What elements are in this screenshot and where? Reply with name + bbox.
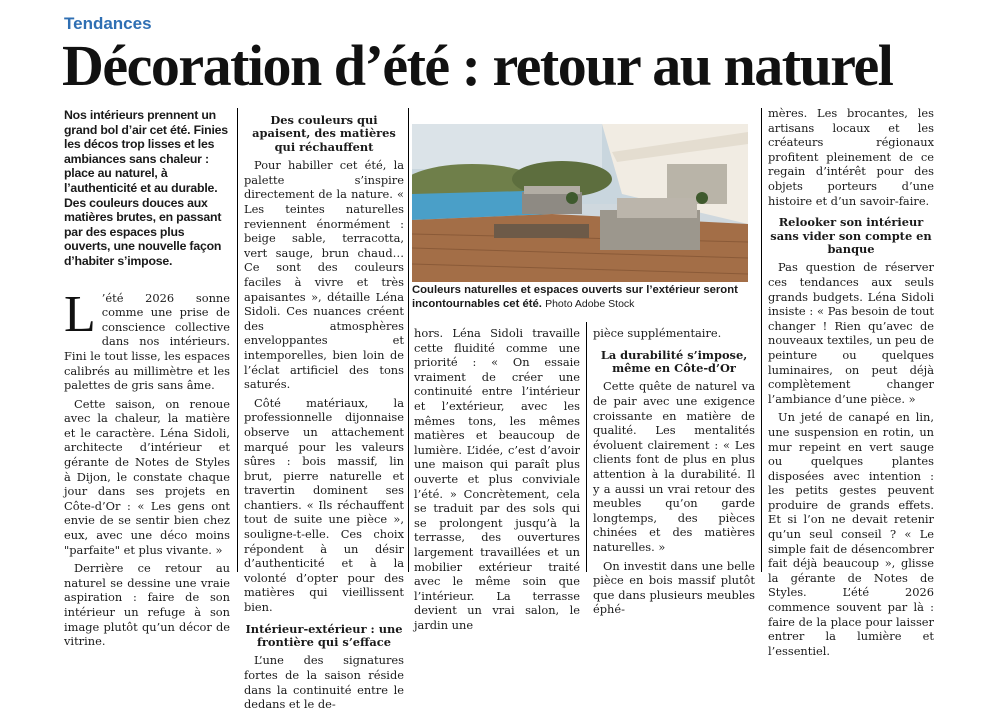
column-2 [244, 108, 404, 716]
column-1 [64, 108, 230, 653]
photo-credit: Photo Adobe Stock [545, 297, 635, 310]
drop-cap: L [64, 285, 96, 343]
subheading: La durabilité s’impose, même en Côte-d’Or [600, 347, 748, 375]
subheading: Des couleurs qui apaisent, des matières qui réchauffent [252, 113, 396, 154]
column-rule [761, 108, 762, 572]
paragraph: mères. Les brocantes, les artisans locaux et les créateurs régionaux profitent pleinement de ce regain d’intérêt pour des objets porteurs d’une histoire et d’un savoir-faire. [768, 106, 934, 208]
paragraph: Derrière ce retour au naturel se dessine une vraie aspiration : faire de son intérieur un refuge à son image plutôt qu’un décor de vitrine. [64, 561, 230, 649]
photo-caption [412, 284, 748, 311]
subheading: Intérieur-extérieur : une frontière qui s’efface [245, 621, 403, 650]
column-5 [768, 106, 934, 662]
column-3 [414, 326, 580, 636]
paragraph-text: ’été 2026 sonne comme une prise de conscience collective dans nos intérieurs. Fini le tout lisse, les espaces calibrés au millimètre et les palettes de gris sans âme. [64, 290, 230, 393]
terrace-photo-illustration [412, 124, 748, 282]
paragraph: Côté matériaux, la professionnelle dijonnaise observe un attachement marqué pour les valeurs sûres : bois massif, lin brut, pierre naturelle et travertin dominent ses chantiers. « Ils réchauffent tout de suite une pièce », souligne-t-elle. Ces choix répondent à un désir d’authenticité et à la volonté d’opter pour des matières qui vieillissent bien. [244, 395, 404, 615]
paragraph: pièce supplémentaire. [593, 326, 722, 340]
section-rubric: Tendances [64, 14, 152, 33]
column-4 [593, 326, 755, 621]
paragraph: Cette quête de naturel va de pair avec une exigence croissante en matière de qualité. Les mentalités évoluent clairement : « Les clients font de plus en plus attention à la durabilité. Il y a aussi un vrai retour des meubles qu’on garde longtemps, des pièces chinées et des matières naturelles. » [593, 379, 755, 554]
paragraph: On investit dans une belle pièce en bois massif plutôt que dans plusieurs meubles éphé- [593, 558, 755, 617]
paragraph [64, 285, 230, 393]
article-photo [412, 124, 748, 282]
paragraph: Cette saison, on renoue avec la chaleur, la matière et le caractère. Léna Sidoli, architecte d’intérieur et gérante de Notes de Styles à Dijon, le constate chaque jour dans ses projets en Côte-d’Or : « Les gens ont envie de se sentir bien chez eux, avec une déco moins "parfaite" et plus vivante. » [64, 396, 230, 557]
subheading: Relooker son intérieur sans vider son compte en banque [770, 215, 932, 256]
article-headline: Décoration d’été : retour au naturel [62, 33, 893, 98]
paragraph: Pour habiller cet été, la palette s’inspire directement de la nature. « Les teintes naturelles reviennent énormément : beige sable, terracotta, vert sauge, brun chaud… Ce sont des couleurs faciles à vivre et très apaisantes », détaille Léna Sidoli. Ces nuances créent des atmosphères enveloppantes et intemporelles, bien loin de l’éclat artificiel des tons saturés. [244, 158, 404, 392]
paragraph: L’une des signatures fortes de la saison réside dans la continuité entre le dedans et le de- [244, 653, 404, 712]
paragraph: hors. Léna Sidoli travaille cette fluidité comme une priorité : « On essaie vraiment de créer une continuité entre l’intérieur et l’extérieur, avec les mêmes tons, les mêmes matières et beaucoup de lumière. L’idée, c’est d’avoir une maison qui paraît plus ouverte et plus conviviale l’été. » Concrètement, cela se traduit par des sols qui se prolongent jusqu’à la terrasse, des ouvertures largement travaillées et un mobilier extérieur traité avec le même soin que l’intérieur. La terrasse devient un vrai salon, le jardin une [414, 326, 580, 632]
column-rule [586, 322, 587, 572]
column-rule [408, 108, 409, 572]
column-rule [237, 108, 238, 572]
caption-text: Couleurs naturelles et espaces ouverts sur l’extérieur seront incontournables cet été. [412, 284, 738, 310]
paragraph: Pas question de réserver ces tendances aux seuls grands budgets. Léna Sidoli insiste : « Pas besoin de tout changer ! Rien qu’avec de nouveaux textiles, un peu de peinture ou quelques luminaires, on peut déjà complètement changer l’ambiance d’une pièce. » [768, 260, 934, 406]
paragraph: Un jeté de canapé en lin, une suspension en rotin, un mur repeint en vert sauge ou quelques plantes disposées avec intention : les petits gestes peuvent produire de grands effets. Et si l’on ne devait retenir qu’un seul conseil ? « Le simple fait de désencombrer fait déjà beaucoup », glisse la gérante de Notes de Styles. L’été 2026 commence souvent par là : faire de la place pour laisser entrer la lumière et l’essentiel. [768, 410, 934, 658]
article-lede: Nos intérieurs prennent un grand bol d’air cet été. Finies les décos trop lisses et les ambiances sans chaleur : place au naturel, à l’authenticité et au durable. Des couleurs douces aux matières brutes, en passant par des espaces plus ouverts, une nouvelle façon d’habiter s’impose. [64, 108, 228, 268]
